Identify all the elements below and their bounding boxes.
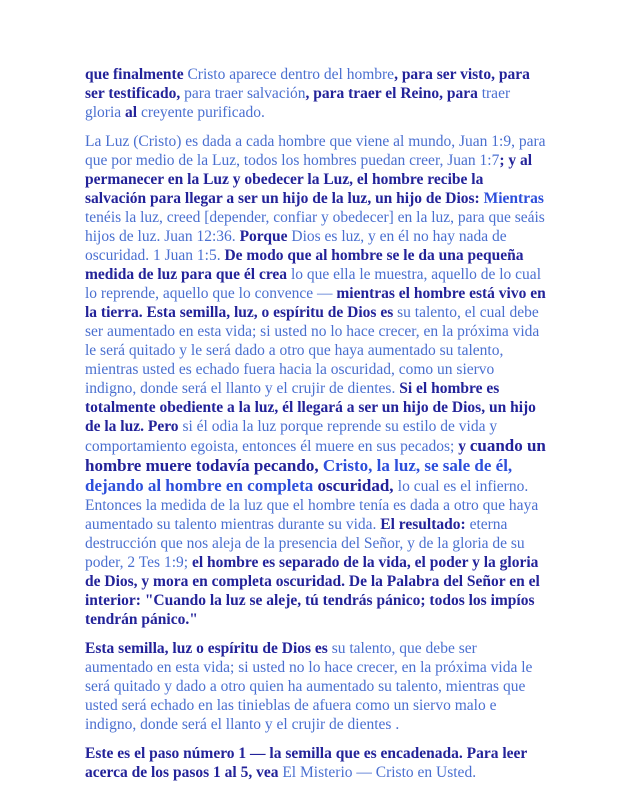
text-segment: De modo que al hombre se le da una pequeña medida de luz para que él crea	[85, 247, 524, 283]
text-segment: para traer salvación	[184, 85, 306, 102]
link-el-misterio-cristo-en-usted[interactable]: El Misterio — Cristo en Usted.	[282, 764, 477, 781]
text-segment: Cristo, la luz, se sale de él, dejando al hombre en completa	[85, 456, 513, 495]
text-segment: Dios es luz, y en él no hay nada de oscuridad. 1 Juan 1:5.	[85, 228, 507, 264]
text-segment: Porque	[239, 228, 292, 245]
paragraph-la-luz	[85, 132, 548, 629]
text-segment: oscuridad,	[317, 476, 398, 495]
text-segment: mientras el hombre está vivo en la tierra. Esta semilla, luz, o espíritu de Dios es	[85, 285, 546, 321]
text-segment: El resultado:	[380, 516, 470, 533]
text-segment: lo cual es el infierno. Entonces la medida de la luz que el hombre tenía es dada a otro que haya aumentado su talento mientras durante su vida.	[85, 478, 539, 533]
text-segment: , para traer el Reino, para	[305, 85, 482, 102]
text-segment: tenéis la luz, creed [depender, confiar y obedecer] en la luz, para que seáis hijos de luz. Juan 12:36.	[85, 209, 545, 245]
paragraph-paso-numero-1	[85, 744, 548, 782]
text-segment: y	[458, 438, 470, 455]
text-segment: su talento, el cual debe ser aumentado en esta vida; si usted no lo hace crecer, en la próxima vida le será quitado y le será dado a otro que haya aumentado su talento, mientras usted es echado fuera hacia la oscuridad, como un siervo indigno, donde será el llanto y el crujir de dientes.	[85, 304, 540, 397]
text-segment: si él odia la luz porque reprende su estilo de vida y comportamiento egoista, entonces él muere en sus pecados;	[85, 418, 498, 455]
text-segment: su talento, que debe ser aumentado en esta vida; si usted no lo hace crecer, en la próxima vida le será quitado y dado a otro quien ha aumentado su talento, mientras que usted será echado en las tinieblas de afuera como un siervo malo e indigno, donde será el llanto y el crujir de dientes .	[85, 640, 533, 733]
text-segment: eterna destrucción que nos aleja de la presencia del Señor, y de la gloria de su poder, 2 Tes 1:9;	[85, 516, 525, 571]
text-segment: que finalmente	[85, 66, 188, 83]
text-segment: ; y al permanecer en la Luz y obedecer la Luz, el hombre recibe la salvación para llegar a ser un hijo de la luz, un hijo de Dios:	[85, 152, 533, 207]
text-segment: Esta semilla, luz o espíritu de Dios es	[85, 640, 332, 657]
text-segment: creyente purificado.	[140, 104, 265, 121]
text-segment: Cristo aparece dentro del hombre	[187, 66, 395, 83]
paragraph-intro	[85, 65, 548, 122]
text-segment: Mientras	[483, 190, 544, 207]
text-segment: al	[125, 104, 141, 121]
text-segment: Si el hombre es totalmente obediente a la luz, él llegará a ser un hijo de Dios, un hijo de la luz. Pero	[85, 380, 536, 435]
text-segment: Este es el paso número 1 — la semilla que es encadenada. Para leer acerca de los pasos 1 al 5, vea	[85, 745, 528, 781]
article-body	[85, 65, 548, 782]
text-segment: , para ser visto, para ser testificado,	[85, 66, 530, 102]
text-segment: el hombre es separado de la vida, el poder y la gloria de Dios, y mora en completa oscuridad. De la Palabra del Señor en el interior: "Cuando la luz se aleje, tú tendrás pánico; todos los impíos tendrán pánico."	[85, 554, 540, 628]
text-segment: La Luz (Cristo) es dada a cada hombre que viene al mundo, Juan 1:9, para que por medio de la Luz, todos los hombres puedan creer, Juan 1:7	[85, 133, 546, 169]
text-segment: cuando un hombre muere todavía pecando,	[85, 436, 546, 475]
text-segment: traer gloria	[85, 85, 511, 121]
paragraph-esta-semilla	[85, 639, 548, 734]
text-segment: lo que ella le muestra, aquello de lo cual lo reprende, aquello que lo convence —	[85, 266, 541, 302]
